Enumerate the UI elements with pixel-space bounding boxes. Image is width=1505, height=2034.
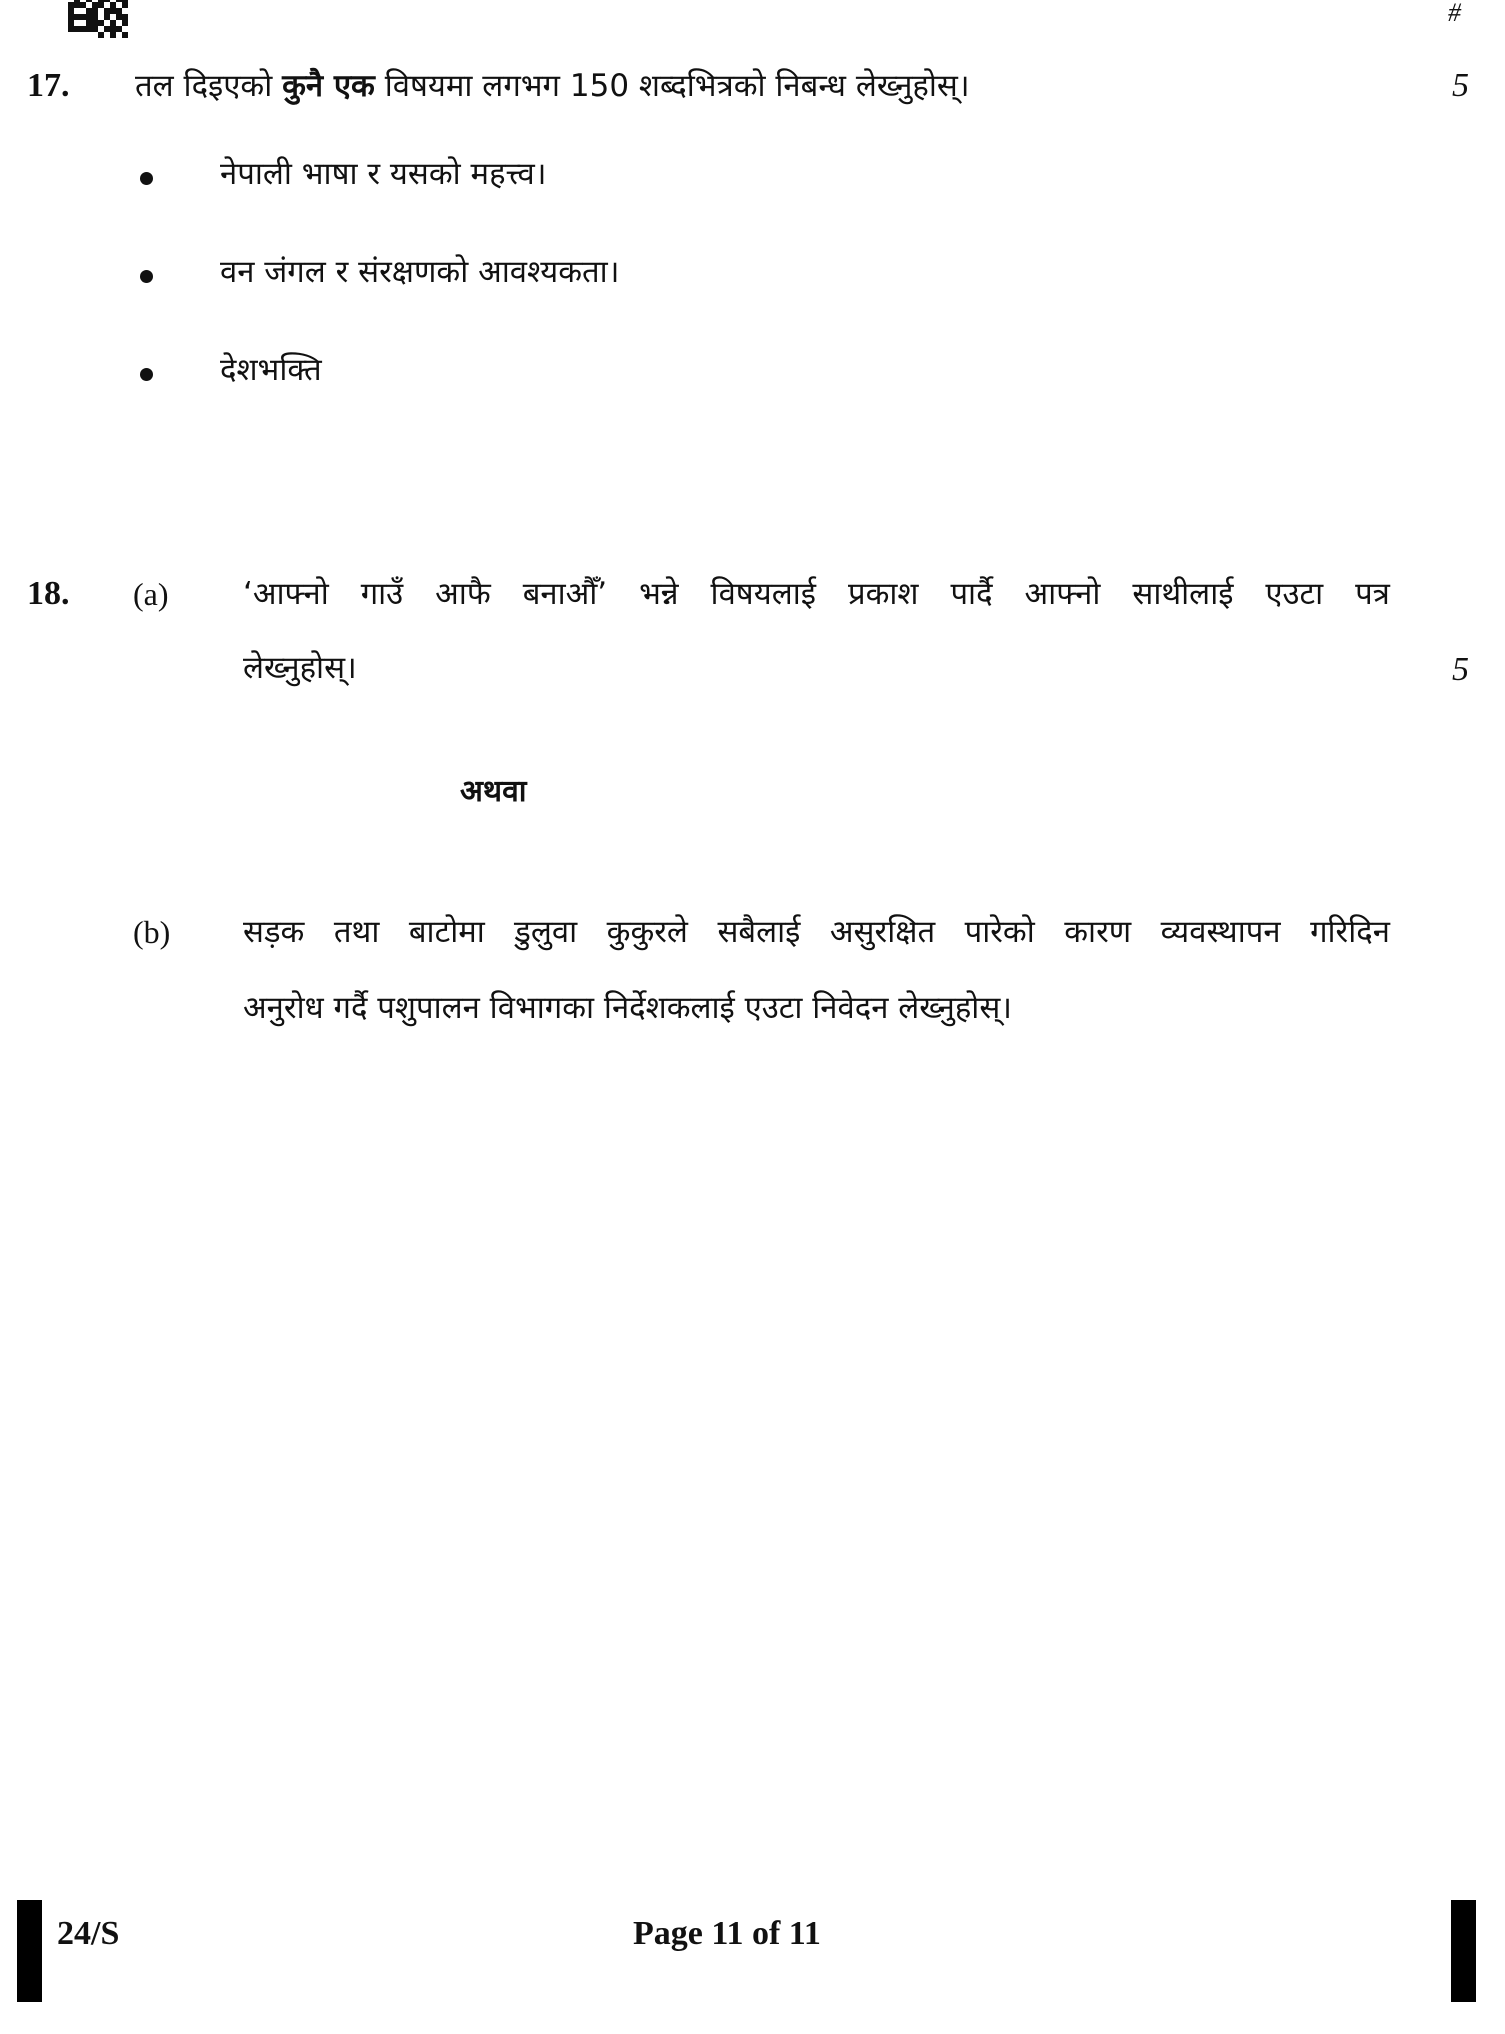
question-number: 18.	[27, 575, 70, 612]
prompt-text-before: तल दिइएको	[135, 68, 283, 104]
word: तथा	[333, 914, 380, 950]
word: पारेको	[964, 914, 1035, 950]
bullet-icon	[140, 172, 153, 185]
qr-code-icon	[68, 0, 128, 38]
word: प्रकाश	[847, 576, 919, 612]
topic-text: देशभक्ति	[220, 352, 322, 388]
word: विषयलाई	[710, 576, 816, 612]
page-number: Page 11 of 11	[633, 1915, 821, 1952]
part-text-line-1	[243, 574, 1390, 614]
word: आफ्नो	[1024, 576, 1101, 612]
part-text-line-2: लेख्नुहोस्।	[243, 650, 357, 686]
word: पार्दै	[950, 576, 993, 612]
word: साथीलाई	[1132, 576, 1234, 612]
right-margin-bar	[1451, 1900, 1476, 2002]
word: आफै	[435, 576, 491, 612]
word: बाटोमा	[408, 914, 485, 950]
word: एउटा	[1265, 576, 1324, 612]
part-text-line-1	[243, 912, 1390, 952]
word: भन्ने	[639, 576, 679, 612]
word: पत्र	[1355, 576, 1390, 612]
or-separator: अथवा	[460, 774, 527, 809]
left-margin-bar	[17, 1900, 42, 2002]
word: सबैलाई	[717, 914, 801, 950]
word: ‘आफ्नो	[243, 576, 329, 612]
part-label: (b)	[133, 914, 171, 950]
part-text-line-2: अनुरोध गर्दै पशुपालन विभागका निर्देशकलाई एउटा निवेदन लेख्नुहोस्।	[243, 990, 1013, 1026]
corner-mark: #	[1448, 0, 1461, 27]
word: गरिदिन	[1310, 914, 1390, 950]
word: कारण	[1064, 914, 1132, 950]
prompt-text-bold: कुनै एक	[282, 68, 375, 104]
bullet-icon	[140, 368, 153, 381]
word: सड़क	[243, 914, 305, 950]
question-prompt	[135, 66, 970, 106]
word: डुलुवा	[514, 914, 578, 950]
question-number: 17.	[27, 67, 70, 104]
prompt-text-after: विषयमा लगभग 150 शब्दभित्रको निबन्ध लेख्नुहोस्।	[374, 68, 970, 104]
word: गाउँ	[360, 576, 404, 612]
question-marks: 5	[1452, 651, 1469, 688]
word: असुरक्षित	[829, 914, 936, 950]
word: बनाऔँ’	[522, 576, 608, 612]
topic-text: वन जंगल र संरक्षणको आवश्यकता।	[220, 254, 620, 290]
topic-text: नेपाली भाषा र यसको महत्त्व।	[220, 156, 547, 192]
part-label: (a)	[133, 576, 169, 612]
question-marks: 5	[1452, 67, 1469, 104]
word: कुकुरले	[606, 914, 688, 950]
word: व्यवस्थापन	[1160, 914, 1281, 950]
paper-code: 24/S	[57, 1915, 120, 1952]
bullet-icon	[140, 270, 153, 283]
